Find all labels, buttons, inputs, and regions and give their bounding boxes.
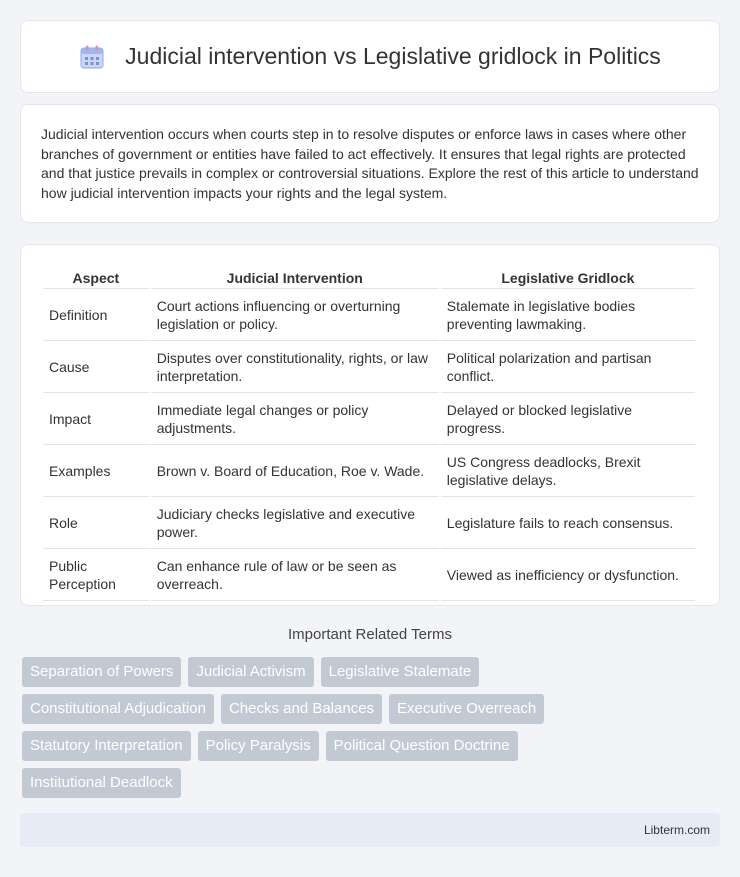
tag-link[interactable]: Constitutional Adjudication — [22, 694, 214, 724]
table-row — [43, 291, 695, 341]
tag-link[interactable]: Statutory Interpretation — [22, 731, 191, 761]
row-aspect: Role — [43, 499, 149, 549]
table-row — [43, 395, 695, 445]
tag-link[interactable]: Judicial Activism — [188, 657, 313, 687]
related-terms — [22, 657, 722, 805]
table-header-row — [43, 267, 695, 289]
intro-text: Judicial intervention occurs when courts step in to resolve disputes or enforce laws in cases where other branches of government or entities have failed to act effectively. It ensures that legal rights are protected and that justice prevails in complex or controversial situations. Explore the rest of this article to understand how judicial intervention impacts your rights and the legal system. — [41, 126, 699, 201]
row-legislative: US Congress deadlocks, Brexit legislative delays. — [441, 447, 695, 497]
tag-link[interactable]: Checks and Balances — [221, 694, 382, 724]
row-legislative: Political polarization and partisan conflict. — [441, 343, 695, 393]
tag-link[interactable]: Political Question Doctrine — [326, 731, 518, 761]
tag-link[interactable]: Institutional Deadlock — [22, 768, 181, 798]
calendar-icon — [79, 44, 105, 70]
comparison-table — [41, 265, 697, 603]
row-judicial: Can enhance rule of law or be seen as overreach. — [151, 551, 439, 601]
row-aspect: Examples — [43, 447, 149, 497]
tag-link[interactable]: Separation of Powers — [22, 657, 181, 687]
table-row — [43, 551, 695, 601]
header-legislative: Legislative Gridlock — [441, 267, 695, 289]
row-judicial: Judiciary checks legislative and executive power. — [151, 499, 439, 549]
header-aspect: Aspect — [43, 267, 149, 289]
footer — [20, 813, 720, 847]
footer-brand-link[interactable]: Libterm.com — [643, 823, 710, 837]
tag-row — [22, 731, 722, 761]
table-row — [43, 499, 695, 549]
tag-link[interactable]: Legislative Stalemate — [321, 657, 480, 687]
row-legislative: Viewed as inefficiency or dysfunction. — [441, 551, 695, 601]
row-aspect: Cause — [43, 343, 149, 393]
header-judicial: Judicial Intervention — [151, 267, 439, 289]
row-legislative: Legislature fails to reach consensus. — [441, 499, 695, 549]
row-aspect: Public Perception — [43, 551, 149, 601]
row-judicial: Court actions influencing or overturning legislation or policy. — [151, 291, 439, 341]
comparison-card — [20, 244, 720, 606]
tag-row — [22, 657, 722, 687]
row-aspect: Definition — [43, 291, 149, 341]
table-row — [43, 447, 695, 497]
tag-link[interactable]: Policy Paralysis — [198, 731, 319, 761]
tag-link[interactable]: Executive Overreach — [389, 694, 544, 724]
row-legislative: Delayed or blocked legislative progress. — [441, 395, 695, 445]
tag-row — [22, 768, 722, 798]
page-title: Judicial intervention vs Legislative gridlock in Politics — [125, 43, 661, 69]
related-terms-title: Important Related Terms — [288, 626, 452, 643]
row-judicial: Brown v. Board of Education, Roe v. Wade. — [151, 447, 439, 497]
title-card — [20, 20, 720, 93]
row-judicial: Immediate legal changes or policy adjustments. — [151, 395, 439, 445]
row-aspect: Impact — [43, 395, 149, 445]
table-row — [43, 343, 695, 393]
row-judicial: Disputes over constitutionality, rights, or law interpretation. — [151, 343, 439, 393]
tag-row — [22, 694, 722, 724]
intro-card — [20, 104, 720, 223]
row-legislative: Stalemate in legislative bodies preventing lawmaking. — [441, 291, 695, 341]
